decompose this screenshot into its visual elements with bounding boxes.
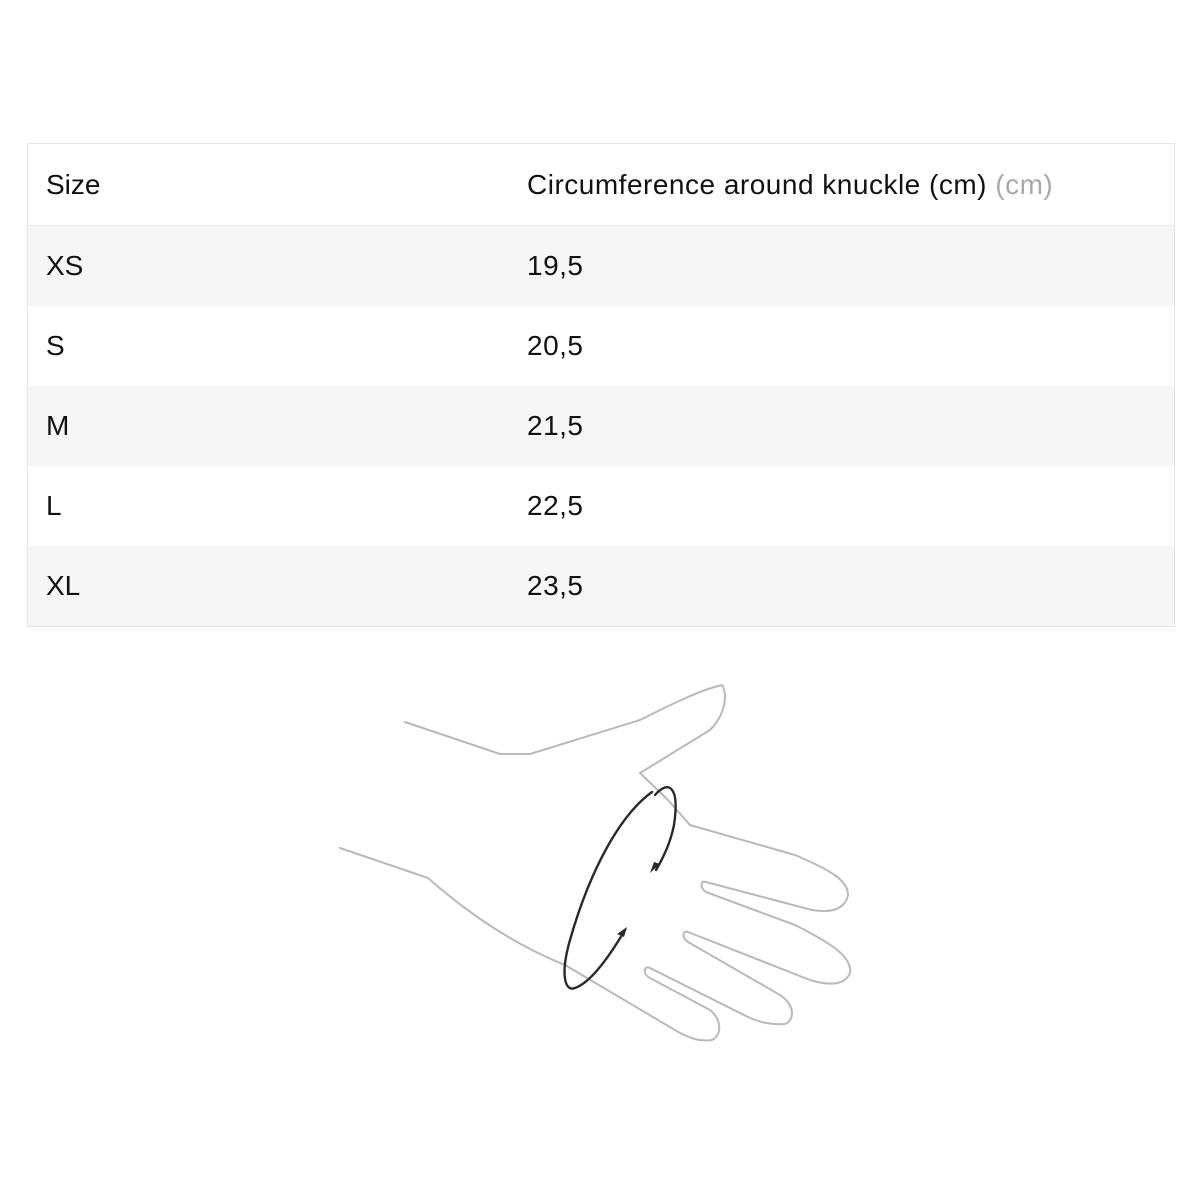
row-size: M: [46, 410, 70, 441]
size-chart-table: [27, 143, 1175, 627]
hand-outline: [340, 685, 850, 1041]
header-unit-suffix: (cm): [995, 168, 1054, 200]
table-row: [28, 386, 1174, 466]
header-size: Size: [46, 168, 101, 200]
header-circumference: [527, 169, 1174, 201]
row-size: S: [46, 330, 65, 361]
row-size: XL: [46, 570, 81, 601]
arrowhead-up-icon: [617, 927, 627, 937]
row-circumference: 22,5: [527, 490, 584, 521]
row-circumference: 19,5: [527, 250, 584, 281]
header-circumference-label: Circumference around knuckle (cm): [527, 168, 987, 200]
table-row: [28, 306, 1174, 386]
table-row: [28, 546, 1174, 626]
table-row: [28, 226, 1174, 306]
table-row: [28, 466, 1174, 546]
row-circumference: 20,5: [527, 330, 584, 361]
row-circumference: 21,5: [527, 410, 584, 441]
row-circumference: 23,5: [527, 570, 584, 601]
row-size: L: [46, 490, 62, 521]
measurement-loop-icon: [565, 787, 676, 988]
table-header-row: [28, 144, 1174, 226]
row-size: XS: [46, 250, 84, 281]
hand-measurement-icon: [330, 675, 870, 1055]
